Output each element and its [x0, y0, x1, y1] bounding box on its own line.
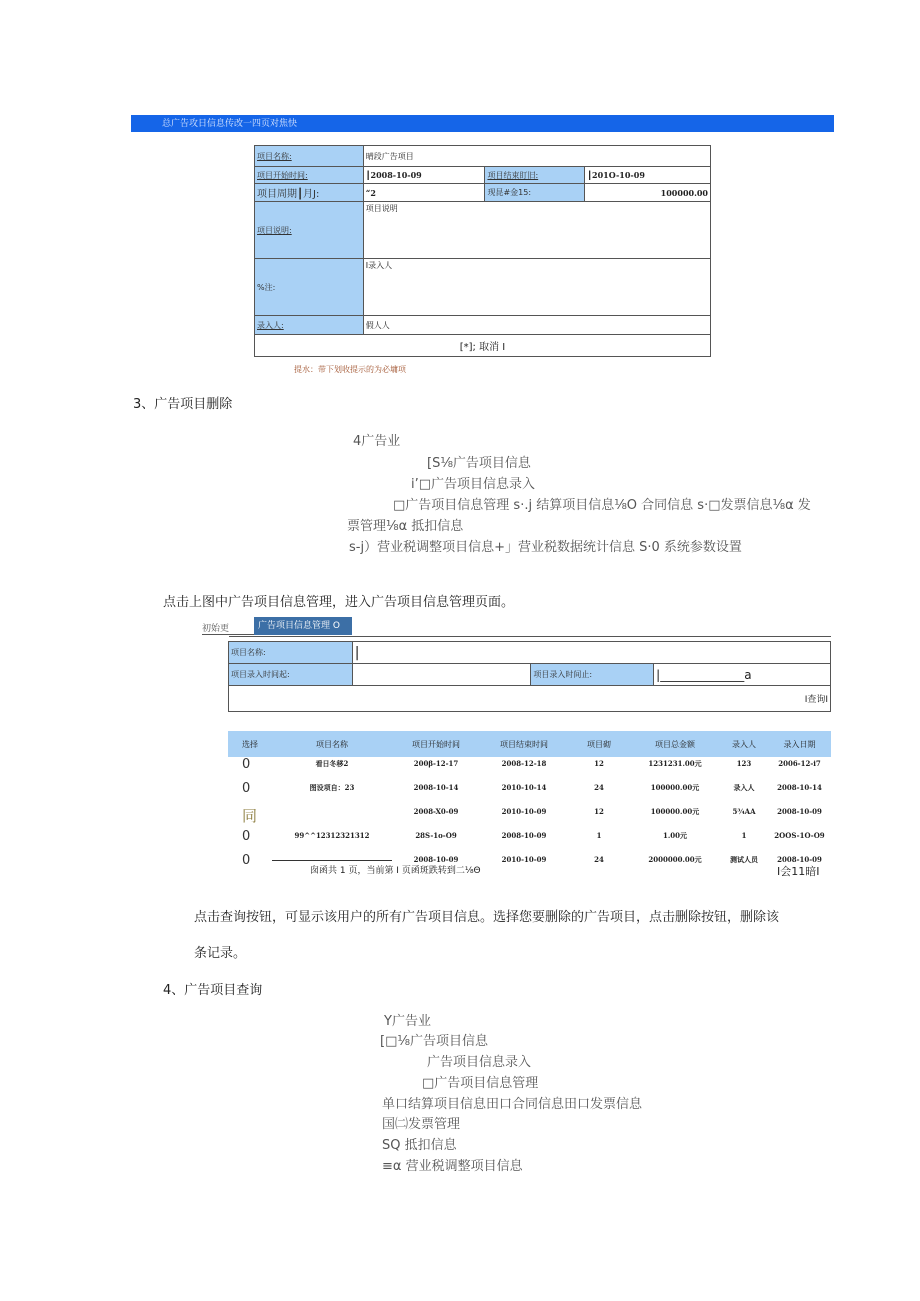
label-search-name: 项目名称: — [229, 642, 353, 664]
col-end: 项目结束时间 — [480, 731, 568, 757]
row-select-radio[interactable]: 0 — [242, 757, 251, 772]
label-remark: %注: — [255, 259, 364, 316]
entry-start-input[interactable] — [352, 664, 531, 686]
table-row[interactable] — [228, 805, 831, 829]
row-select-radio[interactable]: 0 — [242, 853, 251, 868]
cell-end: 2008-12-18 — [501, 759, 547, 768]
cell-end: 2010-10-09 — [501, 855, 547, 864]
cell-amount: 2000000.00元 — [648, 855, 702, 864]
cell-start: 200β-12-17 — [413, 759, 459, 768]
label-period: 项目周期┃月J: — [255, 184, 364, 202]
col-entered-by: 录入人 — [720, 731, 768, 757]
cell-name — [272, 805, 392, 829]
cell-period: 24 — [594, 855, 604, 864]
cell-period: 1 — [596, 831, 602, 840]
field-period[interactable]: “2 — [363, 184, 485, 202]
menu1-line2[interactable]: [S⅛广告项目信息 — [427, 456, 531, 471]
search-form — [228, 636, 831, 712]
cell-start: 2008-X0-09 — [413, 807, 459, 816]
menu1-line5[interactable]: 票管理⅛α 抵扣信息 — [347, 519, 464, 534]
cell-name: 看日冬移2 — [315, 759, 349, 768]
menu2-line1: Y广告业 — [384, 1014, 431, 1029]
cell-entry-date: 2006-12-i7 — [778, 759, 821, 768]
cell-entry-date: 2OOS-1O-O9 — [774, 831, 825, 840]
cell-amount: 100000.00元 — [650, 807, 700, 816]
entry-end-input[interactable]: |______________a — [654, 664, 831, 686]
instruction-paragraph-2: 点击查询按钮，可显示该用户的所有广告项目信息。选择您要删除的广告项目，点击删除按钮，删除该 — [194, 910, 780, 925]
tab-ad-project-management[interactable]: 广告项目信息管理 O — [254, 617, 352, 635]
label-entry-start-text: 项目录入时间起: — [231, 670, 290, 679]
cell-name: 99^^12312321312 — [294, 831, 370, 840]
menu2-line5[interactable]: 单口结算项目信息田口合同信息田口发票信息 — [382, 1097, 643, 1112]
cell-entered-by: 5¾AA — [732, 807, 756, 816]
cell-start: 28S-1o-O9 — [415, 831, 457, 840]
menu1-line6[interactable]: s-j）营业税调整项目信息+」营业税数据统计信息 S·0 系统参数设置 — [349, 540, 742, 555]
instruction-paragraph-2-cont: 条记录。 — [194, 946, 247, 961]
row-select-radio[interactable]: 0 — [242, 829, 251, 844]
label-entered-by: 录入人: — [255, 316, 364, 335]
cell-end: 2010-10-14 — [501, 783, 547, 792]
label-description: 项目说明: — [255, 202, 364, 259]
edit-form — [254, 145, 711, 357]
pagination-actions[interactable]: I会11暗I — [777, 865, 820, 878]
col-start: 项目开始时间 — [392, 731, 480, 757]
row-select-radio[interactable]: 同 — [242, 807, 258, 825]
required-hint: 提水：带下划收提示的为必墉项 — [294, 365, 406, 374]
cell-name: 图设项自：23 — [309, 783, 355, 792]
col-period: 项目砌 — [568, 731, 630, 757]
menu2-line7[interactable]: SQ 抵扣信息 — [382, 1138, 457, 1153]
cell-entry-date: 2008-10-14 — [777, 783, 822, 792]
col-name: 项目名称 — [272, 731, 392, 757]
menu1-line3[interactable]: i’□广告项目信息录入 — [411, 477, 536, 492]
field-end-time[interactable]: ┃201O-10-09 — [585, 167, 711, 184]
cell-start: 2008-10-14 — [413, 783, 459, 792]
menu2-line2[interactable]: [□⅛广告项目信息 — [380, 1034, 488, 1049]
cell-amount: 1.00元 — [662, 831, 688, 840]
form-buttons[interactable]: [*]; 取消 I — [255, 335, 711, 357]
label-end-time: 项目结束盯旧: — [485, 167, 585, 184]
cell-entered-by: 录入人 — [733, 783, 755, 792]
results-table — [228, 731, 831, 877]
table-row[interactable] — [228, 757, 831, 781]
row-select-radio[interactable]: 0 — [242, 781, 251, 796]
search-name-input[interactable]: | — [352, 642, 830, 664]
label-entry-start — [229, 664, 353, 686]
table-row[interactable] — [228, 781, 831, 805]
menu2-line3[interactable]: 广告项目信息录入 — [427, 1055, 532, 1070]
label-project-name: 项目名称: — [255, 146, 364, 167]
cell-start: 2008-10-09 — [413, 855, 459, 864]
label-start-time: 项目开始时间: — [255, 167, 364, 184]
menu2-line8[interactable]: ≡α 营业税调整项目信息 — [382, 1159, 523, 1174]
section-heading-4: 4、广告项目查询 — [163, 983, 263, 998]
tab-underline — [202, 634, 254, 635]
cell-period: 12 — [594, 759, 604, 768]
table-row[interactable] — [228, 829, 831, 853]
field-project-name[interactable]: 晴段广告项目 — [363, 146, 710, 167]
cell-entered-by: 测试人员 — [730, 855, 758, 864]
label-amount: 现昆#金15: — [485, 184, 585, 202]
field-entered-by[interactable]: 假人人 — [363, 316, 710, 335]
cell-entry-date: 2008-10-09 — [777, 807, 822, 816]
col-amount: 项目总金额 — [630, 731, 720, 757]
col-entry-date: 录入日期 — [768, 731, 831, 757]
pagination[interactable]: 囱函共 1 页，当前第 I 页函斑跌转到二⅛Θ — [310, 866, 481, 876]
menu2-line4[interactable]: □广告项目信息管理 — [422, 1076, 539, 1091]
title-bar-text: 总广告攻日信息传改一四页对焦快 — [162, 119, 298, 129]
cell-entered-by: 123 — [736, 759, 752, 768]
label-entry-end: 项目录入时间止: — [531, 664, 654, 686]
cell-amount: 1231231.00元 — [648, 759, 702, 768]
section-heading-3: 3、广告项目删除 — [133, 397, 233, 412]
cell-entry-date: 2008-10-09 — [777, 855, 822, 864]
cell-end: 2008-10-09 — [501, 831, 547, 840]
instruction-paragraph-1: 点击上图中广告项目信息管理，进入广告项目信息管理页面。 — [163, 595, 515, 610]
cell-entered-by: 1 — [741, 831, 747, 840]
title-bar — [131, 115, 834, 132]
field-remark[interactable]: I录入人 — [363, 259, 710, 316]
cell-period: 24 — [594, 783, 604, 792]
pager-divider — [272, 860, 392, 861]
cell-end: 2010-10-09 — [501, 807, 547, 816]
cell-period: 12 — [594, 807, 604, 816]
menu2-line6[interactable]: 国㈡发票管理 — [382, 1117, 461, 1132]
field-start-time[interactable]: ┃2008-10-09 — [363, 167, 485, 184]
menu1-line1: 4广告业 — [353, 434, 401, 449]
tab-initial[interactable]: 初始更 — [202, 624, 230, 634]
field-description[interactable]: 项目说明 — [363, 202, 710, 259]
menu1-line4[interactable]: □广告项目信息管理 s·.j 结算项目信息⅛O 合同信息 s·□发票信息⅛α 发 — [393, 498, 811, 513]
field-amount[interactable]: 100000.00 — [585, 184, 711, 202]
query-button[interactable]: I查询I — [229, 686, 831, 712]
cell-amount: 100000.00元 — [650, 783, 700, 792]
col-select: 选择 — [228, 731, 272, 757]
